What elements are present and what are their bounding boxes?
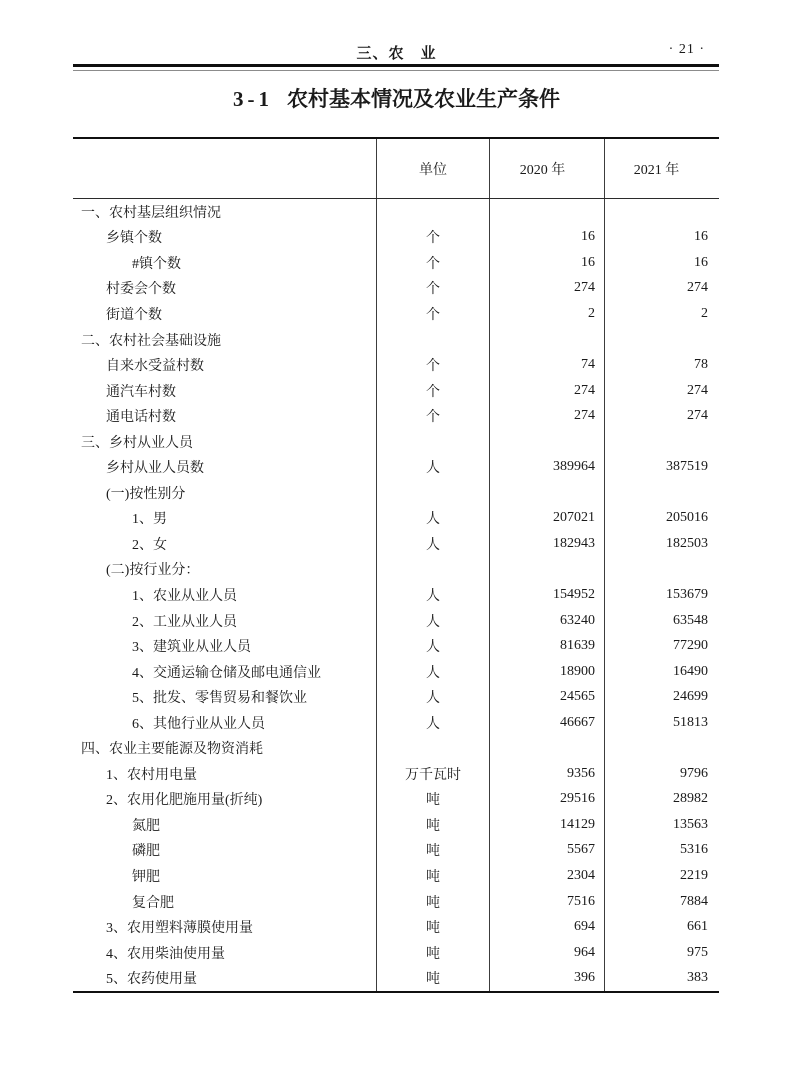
row-label: 3、农用塑料薄膜使用量 xyxy=(106,921,253,937)
row-value-2020: 24565 xyxy=(489,684,604,710)
row-label: 6、其他行业从业人员 xyxy=(132,716,265,732)
table-row xyxy=(73,812,719,838)
row-value-2020: 274 xyxy=(489,403,604,429)
row-value-2020: 74 xyxy=(489,352,604,378)
row-value-2021: 975 xyxy=(604,940,719,966)
row-value-2021: 77290 xyxy=(604,633,719,659)
row-unit: 吨 xyxy=(376,863,489,889)
column-header-2020: 2020 年 xyxy=(489,139,604,198)
row-value-2020 xyxy=(489,199,604,225)
row-unit xyxy=(376,429,489,455)
table-row xyxy=(73,557,719,583)
column-header-2021: 2021 年 xyxy=(604,139,719,198)
row-label: 磷肥 xyxy=(132,844,160,860)
row-unit xyxy=(376,327,489,353)
row-value-2021: 383 xyxy=(604,965,719,991)
table-row xyxy=(73,582,719,608)
row-value-2020: 274 xyxy=(489,276,604,302)
row-value-2021: 9796 xyxy=(604,761,719,787)
row-label: 通电话村数 xyxy=(106,410,176,426)
table-row xyxy=(73,199,719,225)
table-row xyxy=(73,403,719,429)
row-value-2020: 182943 xyxy=(489,531,604,557)
row-label: 通汽车村数 xyxy=(106,384,176,400)
row-label: 2、女 xyxy=(132,537,167,553)
table-title xyxy=(0,86,793,112)
row-value-2020: 14129 xyxy=(489,812,604,838)
row-value-2020: 154952 xyxy=(489,582,604,608)
table-row xyxy=(73,276,719,302)
row-label: 氮肥 xyxy=(132,818,160,834)
row-value-2021: 274 xyxy=(604,276,719,302)
row-value-2021: 51813 xyxy=(604,710,719,736)
table-row xyxy=(73,889,719,915)
row-unit: 人 xyxy=(376,454,489,480)
table-row xyxy=(73,633,719,659)
row-label: 乡村从业人员数 xyxy=(106,461,204,477)
row-value-2021: 16 xyxy=(604,250,719,276)
chapter-title: 三、农 业 xyxy=(356,46,437,62)
row-unit: 吨 xyxy=(376,965,489,991)
row-unit: 人 xyxy=(376,710,489,736)
row-label: 4、交通运输仓储及邮电通信业 xyxy=(132,665,321,681)
row-unit xyxy=(376,735,489,761)
row-value-2021: 63548 xyxy=(604,608,719,634)
row-value-2021: 24699 xyxy=(604,684,719,710)
row-label: 二、农村社会基础设施 xyxy=(81,333,221,349)
row-label: 2、农用化肥施用量(折纯) xyxy=(106,793,263,809)
row-unit: 人 xyxy=(376,659,489,685)
row-label: 四、农业主要能源及物资消耗 xyxy=(81,742,263,758)
table-row xyxy=(73,429,719,455)
row-label: 街道个数 xyxy=(106,307,162,323)
row-value-2021 xyxy=(604,199,719,225)
row-unit: 吨 xyxy=(376,838,489,864)
row-value-2020: 2 xyxy=(489,301,604,327)
row-label: 2、工业从业人员 xyxy=(132,614,237,630)
table-row xyxy=(73,608,719,634)
table-row xyxy=(73,327,719,353)
row-value-2021: 661 xyxy=(604,914,719,940)
row-value-2020 xyxy=(489,557,604,583)
row-label: 一、农村基层组织情况 xyxy=(81,205,221,221)
row-value-2020: 16 xyxy=(489,250,604,276)
row-value-2021: 28982 xyxy=(604,787,719,813)
row-value-2021: 7884 xyxy=(604,889,719,915)
row-value-2021: 13563 xyxy=(604,812,719,838)
row-value-2020: 5567 xyxy=(489,838,604,864)
row-unit: 吨 xyxy=(376,914,489,940)
row-label: #镇个数 xyxy=(132,256,181,272)
row-label: 4、农用柴油使用量 xyxy=(106,946,225,962)
row-unit: 吨 xyxy=(376,889,489,915)
table-row xyxy=(73,531,719,557)
row-unit: 吨 xyxy=(376,812,489,838)
row-value-2020: 396 xyxy=(489,965,604,991)
header-rule-thin xyxy=(73,70,719,73)
row-unit: 个 xyxy=(376,301,489,327)
row-value-2020: 694 xyxy=(489,914,604,940)
table-row xyxy=(73,454,719,480)
table-row xyxy=(73,914,719,940)
row-value-2020: 46667 xyxy=(489,710,604,736)
row-value-2021 xyxy=(604,429,719,455)
row-value-2021: 182503 xyxy=(604,531,719,557)
row-label: 自来水受益村数 xyxy=(106,359,204,375)
row-value-2020: 18900 xyxy=(489,659,604,685)
row-label: 3、建筑业从业人员 xyxy=(132,640,251,656)
table-row xyxy=(73,480,719,506)
row-label: (二)按行业分： xyxy=(106,563,200,579)
table-number: 3-1 xyxy=(233,87,273,111)
row-value-2020: 207021 xyxy=(489,506,604,532)
row-value-2021 xyxy=(604,327,719,353)
table-row xyxy=(73,506,719,532)
row-unit xyxy=(376,199,489,225)
row-unit: 吨 xyxy=(376,940,489,966)
row-unit: 个 xyxy=(376,352,489,378)
row-value-2020: 81639 xyxy=(489,633,604,659)
row-label: 1、农村用电量 xyxy=(106,767,197,783)
row-unit: 个 xyxy=(376,403,489,429)
page-number: · 21 · xyxy=(668,42,705,57)
table-row xyxy=(73,659,719,685)
row-unit: 人 xyxy=(376,506,489,532)
row-value-2021: 274 xyxy=(604,378,719,404)
row-label: 1、男 xyxy=(132,512,167,528)
table-name: 农村基本情况及农业生产条件 xyxy=(287,87,560,111)
row-unit: 人 xyxy=(376,582,489,608)
row-value-2020: 7516 xyxy=(489,889,604,915)
row-value-2020: 16 xyxy=(489,225,604,251)
row-label: 5、批发、零售贸易和餐饮业 xyxy=(132,691,307,707)
row-label: 复合肥 xyxy=(132,895,174,911)
row-label: 村委会个数 xyxy=(106,282,176,298)
row-unit: 个 xyxy=(376,378,489,404)
header-rule-thick xyxy=(73,64,719,67)
row-value-2020 xyxy=(489,735,604,761)
row-unit xyxy=(376,557,489,583)
table-row xyxy=(73,735,719,761)
row-value-2021: 2 xyxy=(604,301,719,327)
row-unit: 人 xyxy=(376,684,489,710)
row-label: 钾肥 xyxy=(132,869,160,885)
table-row xyxy=(73,378,719,404)
table-body xyxy=(73,199,719,991)
row-value-2020: 389964 xyxy=(489,454,604,480)
table-row xyxy=(73,684,719,710)
row-value-2021 xyxy=(604,480,719,506)
row-value-2020: 2304 xyxy=(489,863,604,889)
row-value-2021: 153679 xyxy=(604,582,719,608)
page-header xyxy=(0,42,793,62)
row-value-2021: 2219 xyxy=(604,863,719,889)
row-value-2021: 16490 xyxy=(604,659,719,685)
column-header-unit: 单位 xyxy=(376,139,489,198)
table-row xyxy=(73,863,719,889)
row-label: 三、乡村从业人员 xyxy=(81,435,193,451)
table-row xyxy=(73,761,719,787)
row-value-2021 xyxy=(604,557,719,583)
column-header-indicator xyxy=(73,139,376,198)
row-value-2021: 205016 xyxy=(604,506,719,532)
row-unit: 人 xyxy=(376,531,489,557)
row-value-2020: 964 xyxy=(489,940,604,966)
row-value-2021 xyxy=(604,735,719,761)
row-value-2020: 9356 xyxy=(489,761,604,787)
row-label: 5、农药使用量 xyxy=(106,972,197,988)
table-header-row xyxy=(73,139,719,199)
row-value-2021: 16 xyxy=(604,225,719,251)
row-value-2020 xyxy=(489,429,604,455)
table-row xyxy=(73,301,719,327)
row-value-2021: 387519 xyxy=(604,454,719,480)
row-value-2020 xyxy=(489,327,604,353)
table-row xyxy=(73,710,719,736)
table-row xyxy=(73,940,719,966)
table-row xyxy=(73,352,719,378)
row-unit xyxy=(376,480,489,506)
row-value-2021: 78 xyxy=(604,352,719,378)
row-value-2020 xyxy=(489,480,604,506)
row-label: 1、农业从业人员 xyxy=(132,588,237,604)
row-value-2021: 274 xyxy=(604,403,719,429)
data-table xyxy=(73,137,719,993)
row-unit: 个 xyxy=(376,225,489,251)
row-unit: 个 xyxy=(376,276,489,302)
row-value-2020: 274 xyxy=(489,378,604,404)
table-row xyxy=(73,225,719,251)
table-row xyxy=(73,838,719,864)
table-row xyxy=(73,787,719,813)
row-unit: 吨 xyxy=(376,787,489,813)
row-unit: 个 xyxy=(376,250,489,276)
table-row xyxy=(73,250,719,276)
row-value-2020: 63240 xyxy=(489,608,604,634)
row-value-2021: 5316 xyxy=(604,838,719,864)
row-value-2020: 29516 xyxy=(489,787,604,813)
row-unit: 万千瓦时 xyxy=(376,761,489,787)
row-unit: 人 xyxy=(376,608,489,634)
row-unit: 人 xyxy=(376,633,489,659)
row-label: 乡镇个数 xyxy=(106,231,162,247)
row-label: (一)按性别分 xyxy=(106,486,186,502)
table-row xyxy=(73,965,719,991)
